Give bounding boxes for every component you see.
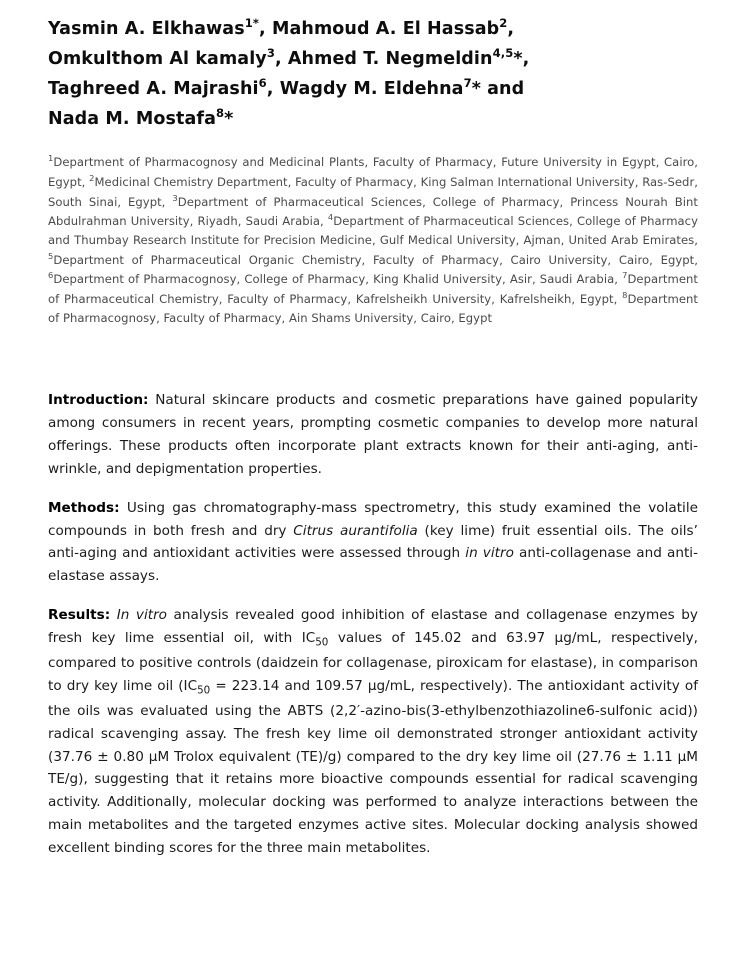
abstract-results-invitro: In vitro bbox=[116, 607, 168, 624]
affiliation-marker: 7 bbox=[622, 270, 628, 281]
abstract-methods-label: Methods: bbox=[48, 499, 120, 516]
abstract-methods-invitro: in vitro bbox=[465, 545, 514, 562]
affiliation-text: Department of Pharmaceutical Chemistry, Faculty of Pharmacy, Kafrelsheikh University, Kafrelsheikh, Egypt, bbox=[48, 272, 698, 306]
affiliation-text: Medicinal Chemistry Department, Faculty of Pharmacy, King Salman International University, Ras-Sedr, South Sinai, Egypt, bbox=[48, 174, 698, 209]
author-affiliation-marker: 6 bbox=[258, 76, 267, 91]
affiliation-text: Department of Pharmaceutical Sciences, College of Pharmacy and Thumbay Research Institute for Precision Medicine, Gulf Medical University, Ajman, United Arab Emirates, bbox=[48, 214, 698, 247]
author-separator: *, bbox=[513, 49, 530, 70]
author-affiliation-marker: 4,5 bbox=[492, 46, 514, 61]
author-line-2 bbox=[48, 44, 698, 74]
author-affiliation-marker: 8 bbox=[216, 106, 225, 121]
author-affiliation-marker: 3 bbox=[266, 46, 275, 61]
author-affiliation-marker: 7 bbox=[463, 76, 472, 91]
affiliation-marker: 5 bbox=[48, 250, 54, 261]
affiliation-text: Department of Pharmacognosy, College of Pharmacy, King Khalid University, Asir, Saudi Arabia, bbox=[53, 272, 623, 287]
affiliation-text: Department of Pharmaceutical Sciences, College of Pharmacy, Princess Nourah Bint Abdulrahman University, Riyadh, Saudi Arabia, bbox=[48, 194, 698, 229]
abstract-methods-species: Citrus aurantifolia bbox=[293, 522, 418, 539]
affiliation-marker: 8 bbox=[622, 290, 628, 300]
abstract-introduction bbox=[48, 389, 698, 480]
author-name: , Wagdy M. Eldehna bbox=[266, 79, 464, 100]
abstract-introduction-label: Introduction: bbox=[48, 392, 149, 409]
author-name: , Ahmed T. Negmeldin bbox=[274, 49, 493, 70]
author-name: , Mahmoud A. El Hassab bbox=[259, 19, 500, 39]
author-line-3 bbox=[48, 74, 698, 104]
author-name: Yasmin A. Elkhawas bbox=[48, 19, 245, 39]
abstract-results bbox=[48, 604, 698, 860]
author-name: Taghreed A. Majrashi bbox=[48, 79, 259, 100]
abstract-section bbox=[48, 389, 698, 859]
affiliation-marker: 4 bbox=[327, 212, 334, 223]
author-separator: * and bbox=[471, 79, 525, 100]
author-affiliation-marker: 1* bbox=[244, 16, 260, 31]
author-name: Nada M. Mostafa bbox=[48, 109, 216, 130]
affiliation-text: Department of Pharmacognosy and Medicinal Plants, Faculty of Pharmacy, Future University in Egypt, Cairo, Egypt, bbox=[48, 155, 698, 189]
author-name: Omkulthom Al kamaly bbox=[48, 49, 267, 70]
author-affiliation-marker: 2 bbox=[499, 16, 508, 31]
affiliation-marker: 3 bbox=[172, 192, 178, 203]
abstract-results-ic50-sub-1: 50 bbox=[315, 636, 329, 649]
abstract-results-text-3: = 223.14 and 109.57 μg/mL, respectively). The antioxidant activity of the oils was evaluated using the ABTS (2,2′-azino-bis(3-ethylbenzothiazoline6-sulfonic acid)) radical scavenging assay. The fresh key lime oil demonstrated stronger antioxidant activity (37.76 ± 0.80 μM Trolox equivalent (TE)/g) compared to the dry key lime oil (27.76 ± 1.11 μM TE/g), suggesting that it retains more bioactive compounds essential for radical scavenging activity. Additionally, molecular docking was performed to analyze interactions between the main metabolites and the targeted enzymes active sites. Molecular docking analysis showed excellent binding scores for the three main metabolites. bbox=[48, 677, 698, 856]
abstract-methods-text-1: Using gas chromatography-mass spectrometry, this study examined the volatile compounds in both fresh and dry bbox=[48, 499, 698, 539]
affiliations-block bbox=[48, 152, 698, 327]
abstract-methods-text-3: anti-collagenase and anti-elastase assays. bbox=[48, 545, 698, 585]
author-line-1 bbox=[48, 14, 698, 44]
affiliation-marker: 2 bbox=[89, 173, 95, 184]
abstract-results-ic50-sub-2: 50 bbox=[197, 684, 211, 697]
author-line-4 bbox=[48, 104, 698, 134]
affiliation-text: Department of Pharmacognosy, Faculty of Pharmacy, Ain Shams University, Cairo, Egypt bbox=[48, 291, 698, 325]
abstract-methods-text-2: (key lime) fruit essential oils. The oils’ anti-aging and antioxidant activities were assessed through bbox=[48, 522, 698, 562]
abstract-results-text-2: values of 145.02 and 63.97 μg/mL, respectively, compared to positive controls (daidzein for collagenase, piroxicam for elastase), in comparison to dry key lime oil (IC bbox=[48, 629, 699, 694]
affiliation-text: Department of Pharmaceutical Organic Chemistry, Faculty of Pharmacy, Cairo University, Cairo, Egypt, bbox=[53, 252, 698, 267]
abstract-methods bbox=[48, 497, 698, 588]
author-separator: , bbox=[507, 19, 515, 39]
abstract-introduction-text: Natural skincare products and cosmetic preparations have gained popularity among consumers in recent years, prompting cosmetic companies to develop more natural offerings. These products often incorporate plant extracts known for their anti-aging, anti-wrinkle, and depigmentation properties. bbox=[48, 392, 698, 477]
abstract-results-label: Results: bbox=[48, 607, 111, 624]
affiliation-marker: 6 bbox=[48, 270, 54, 281]
abstract-results-text-1: analysis revealed good inhibition of elastase and collagenase enzymes by fresh key lime essential oil, with IC bbox=[48, 607, 698, 646]
author-list bbox=[48, 14, 698, 134]
author-separator: * bbox=[224, 109, 234, 130]
affiliation-marker: 1 bbox=[48, 153, 54, 164]
